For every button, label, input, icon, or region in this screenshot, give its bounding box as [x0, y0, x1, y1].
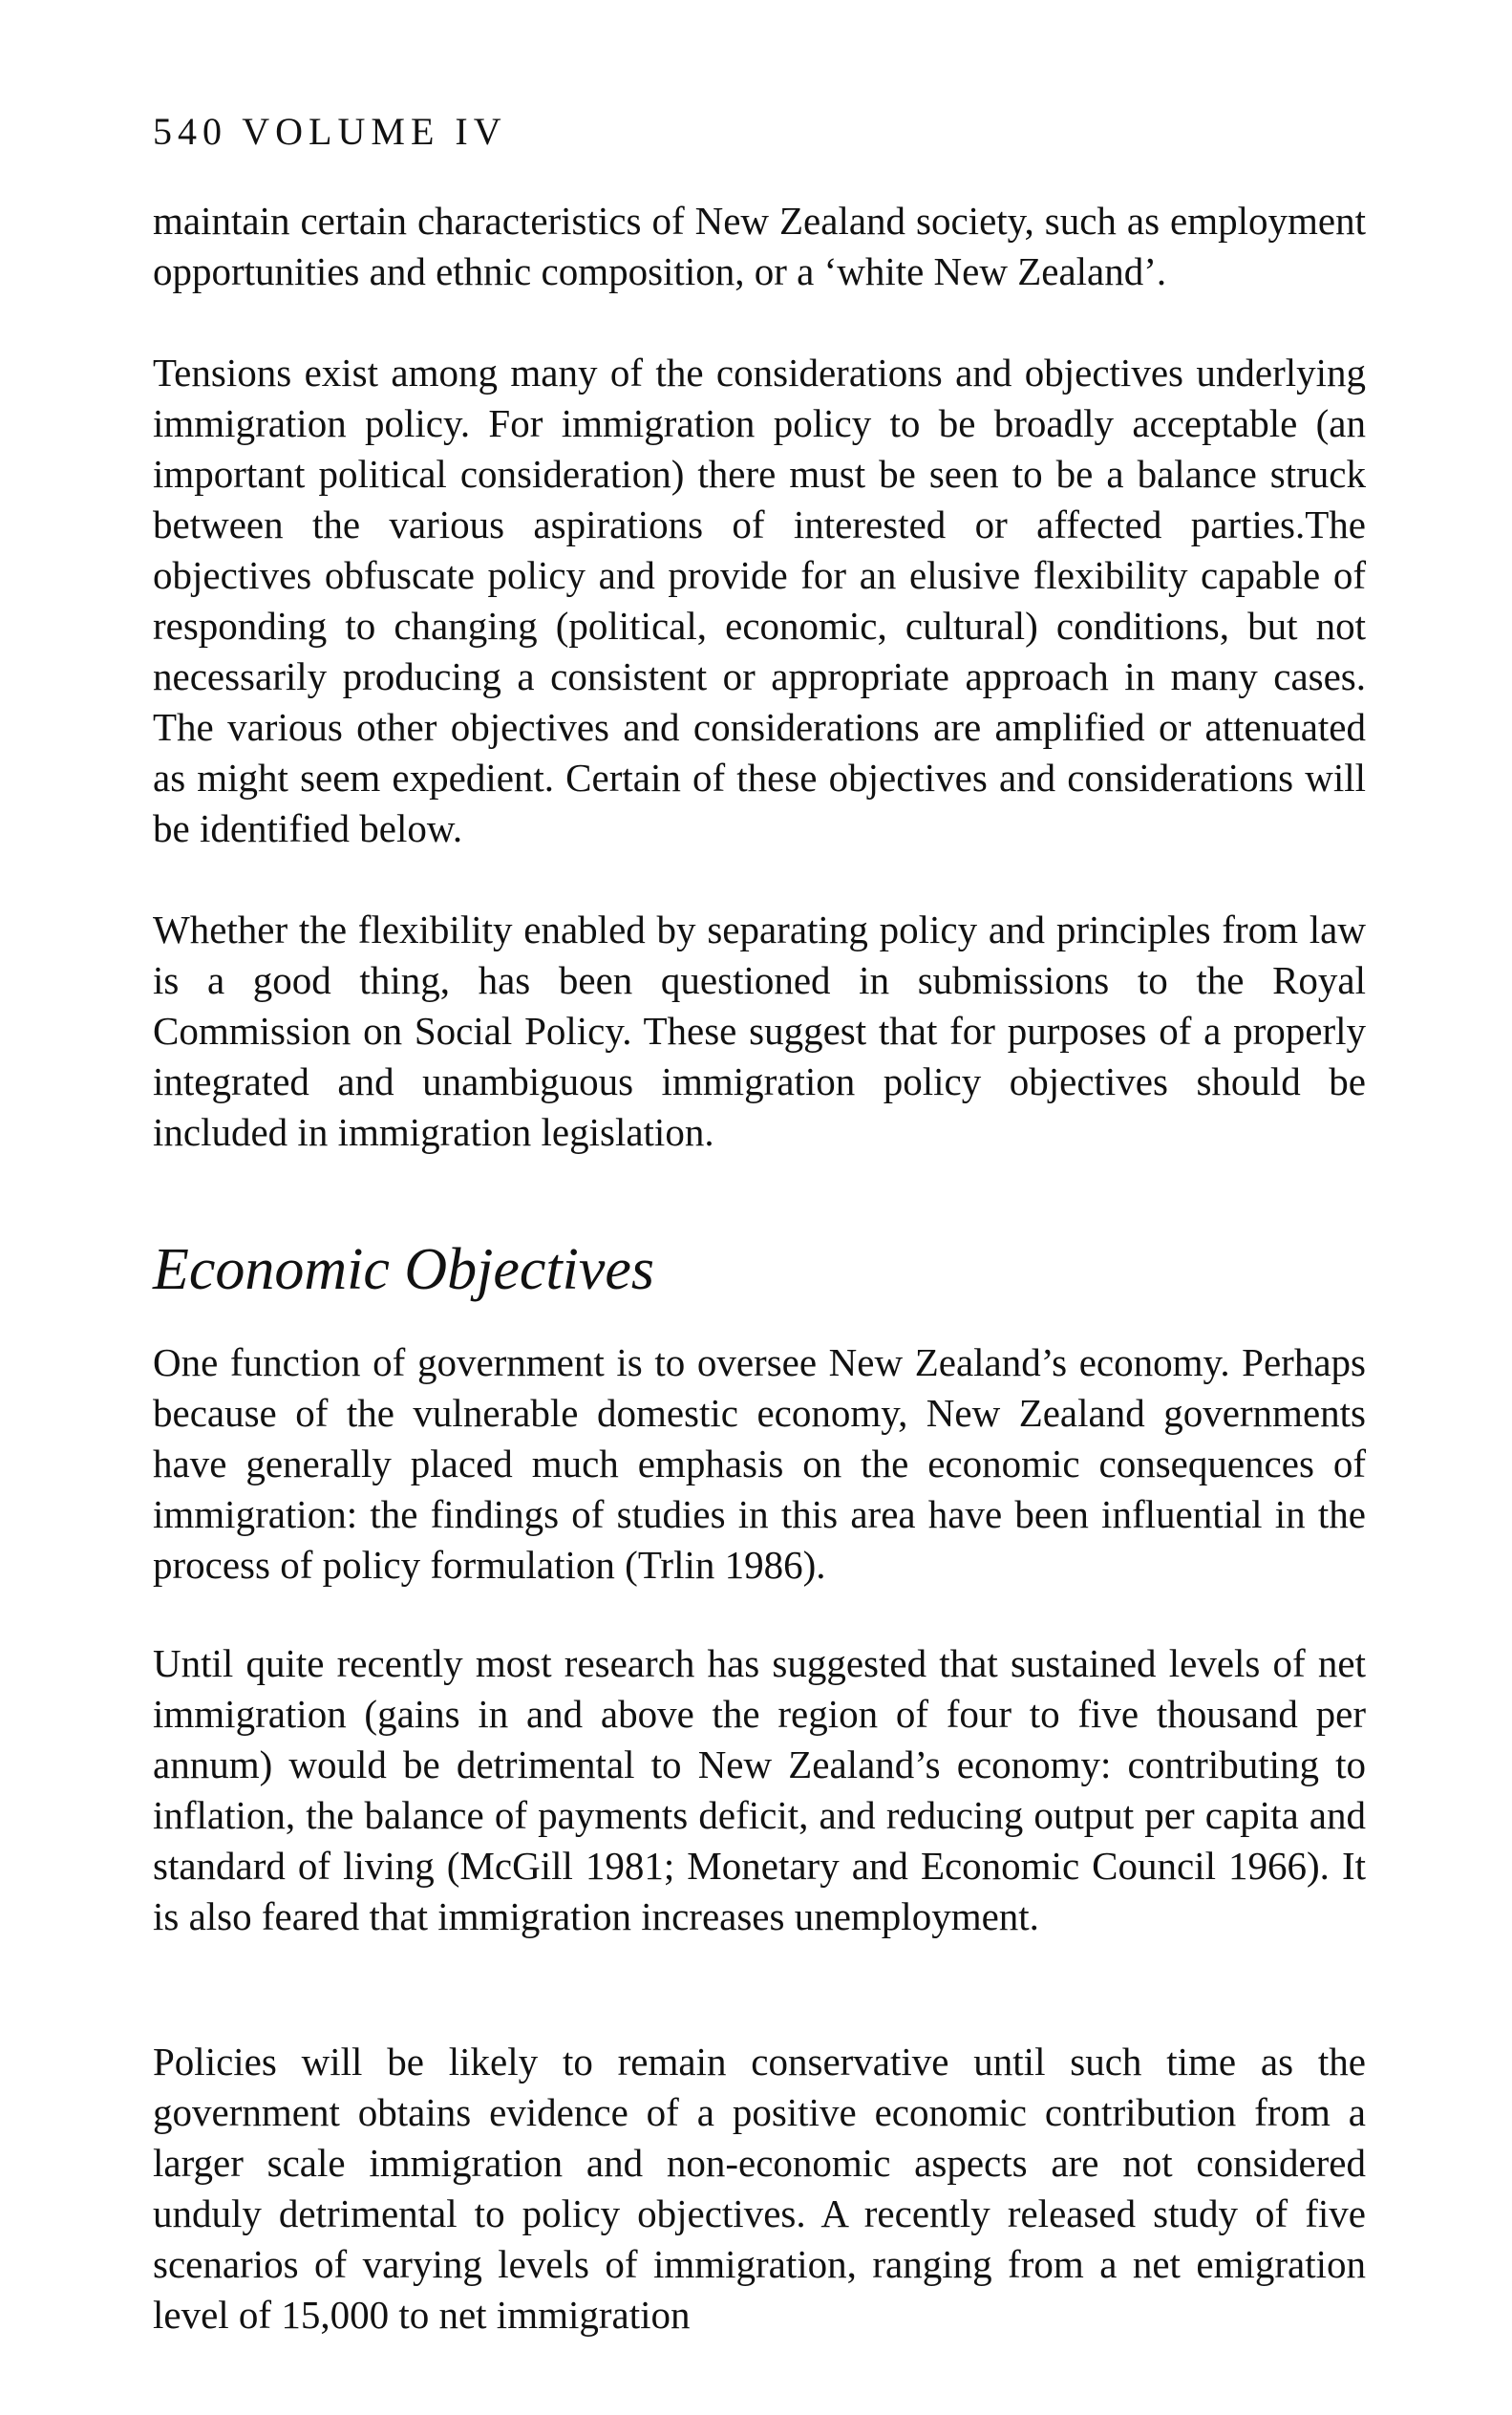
section-heading: Economic Objectives — [153, 1237, 655, 1302]
paragraph-flexibility — [153, 905, 1366, 1158]
paragraph-policies — [153, 2037, 1366, 2340]
paragraph-text: maintain certain characteristics of New Zealand society, such as employment opportunities and ethnic composition, or a ‘white New Zealand’. — [153, 199, 1366, 293]
paragraph-continuation — [153, 196, 1366, 297]
paragraph-text: Until quite recently most research has suggested that sustained levels of net immigration (gains in and above the region of four to five thousand per annum) would be detrimental to New Zealand’s economy: contributing to inflation, the balance of payments deficit, and reducing output per capita and standard of living (McGill 1981; Monetary and Economic Council 1966). It is also feared that immigration increases unemployment. — [153, 1641, 1366, 1938]
paragraph-government-function — [153, 1337, 1366, 1591]
page-number: 540 — [153, 110, 227, 153]
paragraph-text: Whether the flexibility enabled by separating policy and principles from law is a good thing, has been questioned in submissions to the Royal Commission on Social Policy. These suggest that for purposes of a properly integrated and unambiguous immigration policy objectives should be included in immigration legislation. — [153, 908, 1366, 1154]
paragraph-tensions — [153, 348, 1366, 854]
paragraph-research — [153, 1638, 1366, 1942]
paragraph-text: Tensions exist among many of the considerations and objectives underlying immigration policy. For immigration policy to be broadly acceptable (an important political consideration) there must be seen to be a balance struck between the various aspirations of interested or affected parties.The objectives obfuscate policy and provide for an elusive flexibility capable of responding to changing (political, economic, cultural) conditions, but not necessarily producing a consistent or appropriate approach in many cases. The various other objectives and considerations are amplified or attenuated as might seem expedient. Certain of these objectives and considerations will be identified below. — [153, 351, 1366, 850]
volume-label: VOLUME IV — [242, 110, 507, 153]
running-head — [153, 110, 507, 153]
paragraph-text: Policies will be likely to remain conservative until such time as the government obtains evidence of a positive economic contribution from a larger scale immigration and non-economic aspects are not considered unduly detrimental to policy objectives. A recently released study of five scenarios of varying levels of immigration, ranging from a net emigration level of 15,000 to net immigration — [153, 2040, 1366, 2337]
paragraph-text: One function of government is to oversee New Zealand’s economy. Perhaps because of the vulnerable domestic economy, New Zealand governments have generally placed much emphasis on the economic consequences of immigration: the findings of studies in this area have been influential in the process of policy formulation (Trlin 1986). — [153, 1340, 1366, 1587]
